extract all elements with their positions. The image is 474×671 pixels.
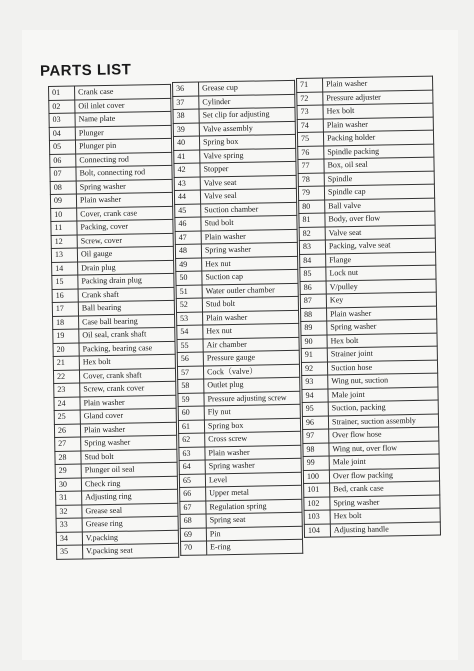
- part-number: 94: [302, 388, 328, 402]
- part-number: 34: [56, 531, 82, 545]
- part-name: Cover, crank shaft: [79, 368, 175, 383]
- part-name: Plain washer: [76, 192, 172, 207]
- part-name: Upper metal: [206, 485, 302, 500]
- part-name: Oil seal, crank shaft: [79, 327, 175, 342]
- part-number: 81: [299, 213, 325, 227]
- part-number: 42: [174, 163, 200, 177]
- part-number: 15: [52, 275, 78, 289]
- part-name: Spring washer: [205, 458, 301, 473]
- part-name: Grease cup: [199, 80, 295, 95]
- part-name: Regulation spring: [206, 499, 302, 514]
- part-name: Hex bolt: [79, 354, 175, 369]
- part-number: 24: [54, 396, 80, 410]
- part-name: Suction cap: [202, 269, 298, 284]
- part-name: Cover, crank case: [77, 206, 173, 221]
- part-number: 99: [303, 456, 329, 470]
- part-number: 93: [302, 375, 328, 389]
- part-number: 45: [175, 204, 201, 218]
- part-number: 70: [181, 541, 207, 555]
- part-number: 05: [49, 140, 75, 154]
- part-name: Suction hose: [327, 360, 437, 375]
- part-number: 11: [51, 221, 77, 235]
- part-number: 67: [180, 500, 206, 514]
- part-name: V/pulley: [326, 279, 436, 294]
- part-number: 98: [303, 442, 329, 456]
- part-number: 04: [49, 127, 75, 141]
- part-name: Spindle: [324, 171, 434, 186]
- part-name: Oil inlet cover: [75, 98, 171, 113]
- part-number: 37: [173, 96, 199, 110]
- part-number: 46: [175, 217, 201, 231]
- part-number: 60: [178, 406, 204, 420]
- part-name: Plain washer: [327, 306, 437, 321]
- part-number: 51: [176, 285, 202, 299]
- part-name: Plunger: [75, 125, 171, 140]
- table-row: [304, 522, 440, 538]
- part-number: 58: [178, 379, 204, 393]
- part-number: 83: [299, 240, 325, 254]
- part-name: Case ball bearing: [79, 314, 175, 329]
- part-name: Plain washer: [323, 117, 433, 132]
- part-name: Hex bolt: [330, 508, 440, 523]
- part-number: 12: [51, 235, 77, 249]
- part-name: Adjusting ring: [82, 489, 178, 504]
- part-name: Ball bearing: [78, 300, 174, 315]
- part-number: 104: [304, 523, 330, 537]
- part-number: 82: [299, 227, 325, 241]
- part-number: 77: [298, 159, 324, 173]
- part-number: 96: [302, 415, 328, 429]
- part-name: Name plate: [75, 111, 171, 126]
- part-name: Oil gauge: [77, 246, 173, 261]
- part-name: Suction chamber: [201, 202, 297, 217]
- part-name: Stud bolt: [81, 449, 177, 464]
- part-number: 80: [299, 200, 325, 214]
- part-name: V.packing seat: [83, 543, 179, 558]
- part-name: Plunger oil seal: [81, 462, 177, 477]
- part-name: Hex nut: [202, 256, 298, 271]
- part-name: Outlet plug: [204, 377, 300, 392]
- part-name: Wing nut, over flow: [329, 441, 439, 456]
- part-name: Bolt, connecting rod: [76, 165, 172, 180]
- part-name: Plain washer: [203, 310, 299, 325]
- part-number: 97: [303, 429, 329, 443]
- part-name: Hex bolt: [327, 333, 437, 348]
- part-name: Adjusting handle: [330, 522, 440, 537]
- part-name: Screw, cover: [77, 233, 173, 248]
- part-name: Water outler chamber: [202, 283, 298, 298]
- part-number: 89: [301, 321, 327, 335]
- part-number: 103: [304, 510, 330, 524]
- part-name: Level: [205, 472, 301, 487]
- part-number: 38: [173, 109, 199, 123]
- part-name: Packing, bearing case: [79, 341, 175, 356]
- part-number: 48: [175, 244, 201, 258]
- parts-table-column-3: [296, 76, 441, 538]
- part-name: Packing, valve seat: [325, 238, 435, 253]
- part-name: Valve assembly: [199, 121, 295, 136]
- part-number: 29: [55, 464, 81, 478]
- part-number: 62: [179, 433, 205, 447]
- part-name: Plain washer: [201, 229, 297, 244]
- part-name: Wing nut, suction: [328, 373, 438, 388]
- part-number: 72: [297, 92, 323, 106]
- part-number: 17: [52, 302, 78, 316]
- part-name: Crank case: [75, 84, 171, 99]
- part-number: 53: [177, 312, 203, 326]
- part-name: E-ring: [207, 539, 303, 554]
- part-name: Spring washer: [76, 179, 172, 194]
- part-number: 27: [55, 437, 81, 451]
- part-name: Plain washer: [80, 422, 176, 437]
- part-number: 09: [50, 194, 76, 208]
- part-number: 57: [177, 365, 203, 379]
- part-number: 28: [55, 450, 81, 464]
- part-number: 43: [174, 177, 200, 191]
- part-number: 54: [177, 325, 203, 339]
- part-number: 66: [180, 487, 206, 501]
- part-name: V.packing: [82, 530, 178, 545]
- part-name: Grease ring: [82, 516, 178, 531]
- part-number: 21: [53, 356, 79, 370]
- part-number: 50: [176, 271, 202, 285]
- part-number: 69: [180, 527, 206, 541]
- part-number: 02: [49, 100, 75, 114]
- part-name: Over flow hose: [329, 427, 439, 442]
- part-name: Male joint: [329, 454, 439, 469]
- part-number: 76: [298, 146, 324, 160]
- part-number: 14: [52, 262, 78, 276]
- part-number: 75: [297, 132, 323, 146]
- part-number: 25: [54, 410, 80, 424]
- part-name: Plain washer: [205, 445, 301, 460]
- part-number: 71: [297, 78, 323, 92]
- part-number: 102: [304, 496, 330, 510]
- part-name: Crank shaft: [78, 287, 174, 302]
- part-number: 20: [53, 342, 79, 356]
- part-number: 10: [51, 208, 77, 222]
- part-number: 31: [56, 491, 82, 505]
- part-number: 49: [176, 258, 202, 272]
- part-number: 85: [300, 267, 326, 281]
- part-name: Suction, packing: [328, 400, 438, 415]
- part-number: 41: [174, 150, 200, 164]
- part-number: 01: [49, 86, 75, 100]
- part-name: Valve spring: [200, 148, 296, 163]
- part-number: 03: [49, 113, 75, 127]
- part-name: Grease seal: [82, 503, 178, 518]
- part-name: Box, oil seal: [324, 157, 434, 172]
- part-name: Bed, crank case: [330, 481, 440, 496]
- part-name: Pressure adjusting screw: [204, 391, 300, 406]
- part-name: Pressure gauge: [203, 350, 299, 365]
- part-number: 33: [56, 518, 82, 532]
- part-number: 30: [55, 477, 81, 491]
- part-name: Packing holder: [323, 130, 433, 145]
- part-number: 13: [51, 248, 77, 262]
- part-name: Spindle cap: [324, 184, 434, 199]
- part-name: Fly nut: [204, 404, 300, 419]
- part-number: 91: [301, 348, 327, 362]
- part-number: 101: [304, 483, 330, 497]
- part-number: 95: [302, 402, 328, 416]
- part-name: Packing, cover: [77, 219, 173, 234]
- part-number: 61: [178, 419, 204, 433]
- part-number: 92: [301, 361, 327, 375]
- part-name: Strainer, suction assembly: [328, 414, 438, 429]
- part-number: 22: [53, 369, 79, 383]
- part-number: 65: [179, 473, 205, 487]
- part-name: Spring seat: [206, 512, 302, 527]
- part-number: 35: [57, 545, 83, 559]
- part-name: Stud bolt: [202, 296, 298, 311]
- part-number: 07: [50, 167, 76, 181]
- part-name: Stud bolt: [201, 215, 297, 230]
- part-number: 23: [54, 383, 80, 397]
- part-name: Valve seat: [325, 225, 435, 240]
- table-row: [181, 539, 303, 555]
- part-name: Packing drain plug: [78, 273, 174, 288]
- part-name: Flange: [326, 252, 436, 267]
- part-number: 87: [300, 294, 326, 308]
- parts-table-column-2: [172, 80, 303, 556]
- part-name: Check ring: [81, 476, 177, 491]
- part-number: 84: [300, 254, 326, 268]
- part-name: Drain plug: [78, 260, 174, 275]
- part-name: Spring washer: [81, 435, 177, 450]
- part-number: 88: [301, 308, 327, 322]
- part-number: 40: [173, 136, 199, 150]
- part-number: 100: [303, 469, 329, 483]
- part-number: 74: [297, 119, 323, 133]
- part-number: 06: [50, 154, 76, 168]
- part-name: Male joint: [328, 387, 438, 402]
- part-name: Cock（valve）: [203, 364, 299, 379]
- part-name: Pressure adjuster: [323, 90, 433, 105]
- part-name: Stopper: [200, 161, 296, 176]
- part-name: Plunger pin: [75, 138, 171, 153]
- part-number: 59: [178, 392, 204, 406]
- part-name: Strainer joint: [327, 346, 437, 361]
- part-name: Spring washer: [330, 495, 440, 510]
- part-name: Over flow packing: [329, 468, 439, 483]
- part-name: Spring washer: [201, 242, 297, 257]
- part-number: 47: [175, 231, 201, 245]
- part-name: Key: [326, 292, 436, 307]
- part-name: Plain washer: [323, 76, 433, 91]
- part-name: Spindle packing: [324, 144, 434, 159]
- part-number: 44: [174, 190, 200, 204]
- part-name: Plain washer: [80, 395, 176, 410]
- part-name: Hex nut: [203, 323, 299, 338]
- part-number: 26: [54, 423, 80, 437]
- part-name: Cylinder: [199, 94, 295, 109]
- part-number: 68: [180, 514, 206, 528]
- part-name: Ball valve: [325, 198, 435, 213]
- part-name: Screw, crank cover: [80, 381, 176, 396]
- part-number: 64: [179, 460, 205, 474]
- part-name: Body, over flow: [325, 211, 435, 226]
- part-number: 16: [52, 289, 78, 303]
- part-number: 90: [301, 334, 327, 348]
- part-name: Air chamber: [203, 337, 299, 352]
- part-name: Spring box: [199, 134, 295, 149]
- part-number: 32: [56, 504, 82, 518]
- part-name: Lock nut: [326, 265, 436, 280]
- part-number: 19: [53, 329, 79, 343]
- page-title: PARTS LIST: [39, 61, 132, 80]
- part-number: 52: [176, 298, 202, 312]
- table-row: [57, 543, 179, 559]
- parts-table-column-1: [48, 84, 179, 560]
- part-number: 36: [173, 82, 199, 96]
- part-name: Spring box: [204, 418, 300, 433]
- part-name: Cross screw: [205, 431, 301, 446]
- part-name: Valve seal: [200, 188, 296, 203]
- part-number: 55: [177, 338, 203, 352]
- part-name: Spring washer: [327, 319, 437, 334]
- part-name: Set clip for adjusting: [199, 107, 295, 122]
- part-number: 39: [173, 123, 199, 137]
- part-name: Gland cover: [80, 408, 176, 423]
- part-number: 18: [53, 316, 79, 330]
- part-number: 63: [179, 446, 205, 460]
- part-name: Pin: [206, 526, 302, 541]
- part-number: 73: [297, 105, 323, 119]
- part-number: 79: [298, 186, 324, 200]
- part-number: 56: [177, 352, 203, 366]
- part-number: 86: [300, 281, 326, 295]
- part-name: Connecting rod: [76, 152, 172, 167]
- part-name: Valve seat: [200, 175, 296, 190]
- part-name: Hex bolt: [323, 103, 433, 118]
- part-number: 08: [50, 181, 76, 195]
- part-number: 78: [298, 173, 324, 187]
